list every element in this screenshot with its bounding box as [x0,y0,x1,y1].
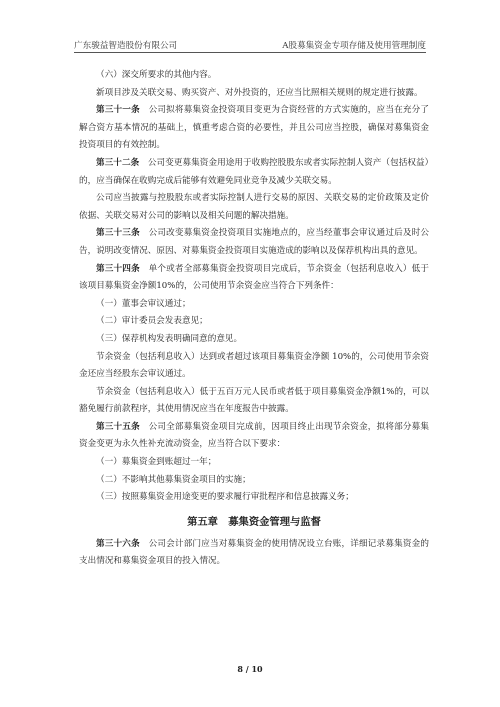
paragraph-text: 公司会计部门应当对募集资金的使用情况设立台账，详细记录募集资金的支出情况和募集资金项目的投入情况。 [79,538,429,567]
paragraph [79,384,429,419]
paragraph [79,331,429,349]
paragraph-text: 节余资金（包括利息收入）低于五百万元人民币或者低于项目募集资金净额1%的，可以豁免履行前款程序，其使用情况应当在年度报告中披露。 [79,386,429,415]
paragraph [79,349,429,384]
chapter-heading: 第五章 募集资金管理与监督 [187,515,321,528]
article-number: 第三十五条 [96,421,140,432]
paragraph [79,155,429,190]
article-number: 第三十四条 [96,263,140,274]
header-company: 广东骏益智造股份有限公司 [74,41,178,51]
paragraph [79,67,429,85]
paragraph [79,536,429,571]
paragraph-text: 节余资金（包括利息收入）达到或者超过该项目募集资金净额 10%的，公司使用节余资金还应当经股东会审议通过。 [79,351,429,380]
document-body [79,67,429,571]
paragraph [79,489,429,507]
page-header [74,38,426,53]
paragraph-text: 公司拟将募集资金投资项目变更为合资经营的方式实施的，应当在充分了解合资方基本情况的基础上，慎重考虑合资的必要性，并且公司应当控股，确保对募集资金投资项目的有效控制。 [79,105,429,151]
paragraph-text: （一）董事会审议通过； [96,298,191,309]
paragraph-list-after-chapter [79,536,429,571]
article-number: 第三十一条 [96,105,140,116]
paragraph [79,472,429,490]
paragraph-list [79,67,429,507]
article-number: 第三十三条 [96,228,140,239]
paragraph-text: 公司改变募集资金投资项目实施地点的，应当经董事会审议通过后及时公告，说明改变情况、原因、对募集资金投资项目实施造成的影响以及保荐机构出具的意见。 [79,228,429,256]
article-number: 第三十二条 [96,157,140,168]
paragraph-text: （一）募集资金到账超过一年； [96,457,217,468]
paragraph [79,313,429,331]
paragraph [79,190,429,225]
paragraph-text: （二）不影响其他募集资金项目的实施； [96,474,251,485]
paragraph-text: （二）审计委员会发表意见； [96,316,208,327]
paragraph-text: （六）深交所要求的其他内容。 [96,70,217,80]
paragraph-text: 公司变更募集资金用途用于收购控股股东或者实际控制人资产（包括权益）的，应当确保在收购完成后能够有效避免同业竞争及减少关联交易。 [79,157,429,186]
paragraph-text: 公司全部募集资金项目完成前，因项目终止出现节余资金，拟将部分募集资金变更为永久性补充流动资金，应当符合以下要求： [79,421,429,450]
paragraph [79,296,429,314]
paragraph [79,102,429,155]
page-number: 8 / 10 [237,664,263,674]
paragraph-text: 新项目涉及关联交易、购买资产、对外投资的，还应当比照相关规则的规定进行披露。 [96,87,423,98]
paragraph [79,225,429,260]
paragraph [79,85,429,103]
paragraph [79,419,429,454]
paragraph-text: （三）保荐机构发表明确同意的意见。 [96,333,243,344]
paragraph-text: 单个或者全部募集资金投资项目完成后，节余资金（包括利息收入）低于该项目募集资金净额10%的，公司使用节余资金应当符合下列条件： [79,263,429,292]
paragraph [79,261,429,296]
paragraph-text: 公司应当披露与控股股东或者实际控制人进行交易的原因、关联交易的定价政策及定价依据、关联交易对公司的影响以及相关问题的解决措施。 [79,193,429,221]
paragraph [79,454,429,472]
paragraph-text: （三）按照募集资金用途变更的要求履行审批程序和信息披露义务； [96,492,354,503]
article-number: 第三十六条 [96,538,140,549]
header-doc-title: A股募集资金专项存储及使用管理制度 [282,41,426,51]
